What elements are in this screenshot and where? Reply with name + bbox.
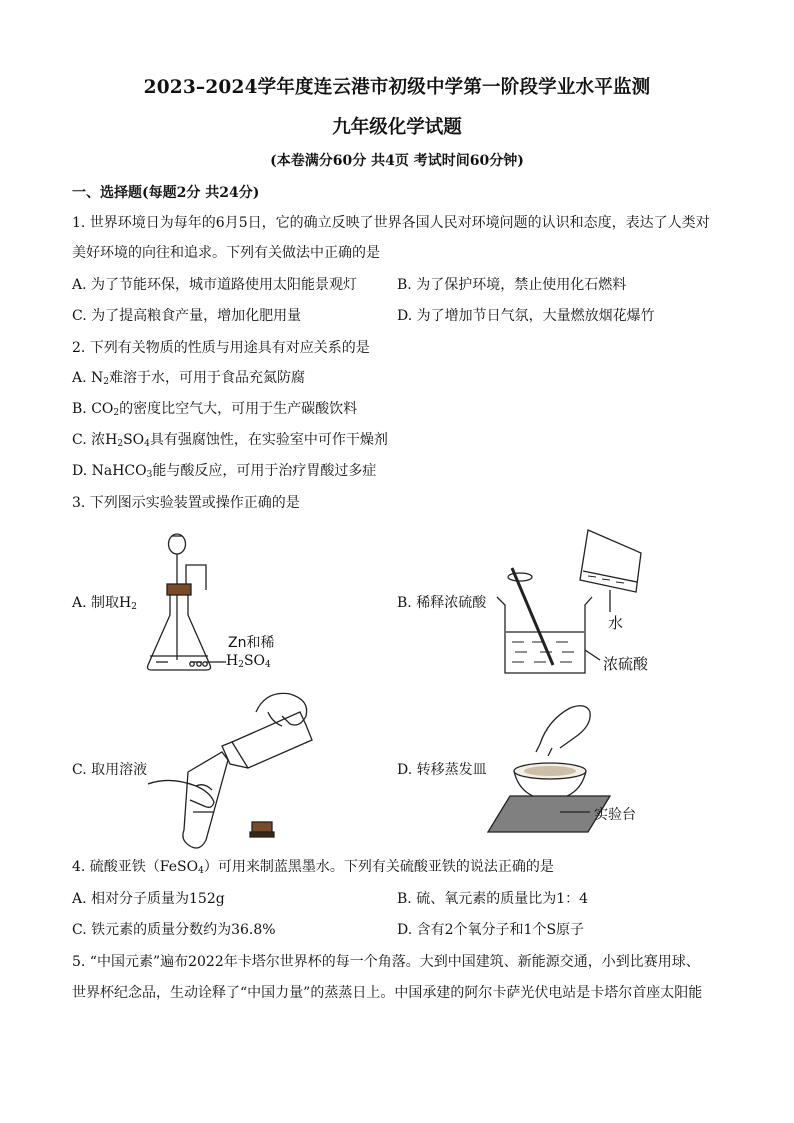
figure-a-label-zn: Zn和稀 [228, 635, 275, 651]
figure-b-label-acid: 浓硫酸 [603, 655, 649, 673]
q2-option-c: C. 浓$H_2SO_4$具有强腐蚀性，在实验室中可作干燥剂 [72, 432, 388, 449]
q1-option-c: C. 为了提高粮食产量，增加化肥用量 [72, 308, 302, 324]
q1-option-d: D. 为了增加节日气氛，大量燃放烟花爆竹 [397, 308, 655, 324]
q5-stem-line2: 世界杯纪念品，生动诠释了“中国力量”的蒸蒸日上。中国承建的阿尔卡萨光伏电站是卡塔尔首座太阳能 [72, 985, 703, 1001]
figure-d-label-table: 实验台 [594, 807, 636, 823]
q5-stem-line1: 5. “中国元素”遍布2022年卡塔尔世界杯的每一个角落。大到中国建筑、新能源交通，小到比赛用球、 [72, 954, 700, 970]
figure-a-label-h2so4: $H_2SO_4$ [226, 653, 271, 670]
q2-option-d: D. NaHCO$_3$能与酸反应，可用于治疗胃酸过多症 [72, 463, 377, 480]
q1-option-b: B. 为了保护环境，禁止使用化石燃料 [397, 277, 627, 293]
q3-option-b-label: B. 稀释浓硫酸 [397, 595, 487, 611]
q3-option-a-label: A. 制取$H_2$ [72, 595, 137, 612]
q1-stem-line2: 美好环境的向往和追求。下列有关做法中正确的是 [72, 245, 380, 261]
q4-option-c: C. 铁元素的质量分数约为36.8% [72, 922, 276, 938]
q4-stem: 4. 硫酸亚铁（FeSO$_4$）可用来制蓝黑墨水。下列有关硫酸亚铁的说法正确的是 [72, 859, 554, 876]
figure-b-label-water: 水 [608, 614, 624, 632]
q4-option-b: B. 硫、氧元素的质量比为1：4 [397, 891, 589, 907]
q3-option-c-label: C. 取用溶液 [72, 762, 148, 778]
exam-info: (本卷满分60分 共4页 考试时间60分钟) [270, 153, 524, 169]
q1-stem-line1: 1. 世界环境日为每年的6月5日，它的确立反映了世界各国人民对环境问题的认识和态度，表达了人类对 [72, 215, 710, 231]
q3-option-d-label: D. 转移蒸发皿 [397, 762, 487, 778]
q4-option-a: A. 相对分子质量为152g [72, 891, 225, 907]
q3-stem: 3. 下列图示实验装置或操作正确的是 [72, 495, 300, 511]
q2-option-a: A. $N_2$难溶于水，可用于食品充氮防腐 [72, 370, 305, 387]
exam-title: 2023–2024学年度连云港市初级中学第一阶段学业水平监测 [143, 77, 651, 98]
q4-option-d: D. 含有2个氧分子和1个S原子 [397, 922, 585, 938]
exam-subtitle: 九年级化学试题 [332, 117, 462, 138]
q1-option-a: A. 为了节能环保，城市道路使用太阳能景观灯 [72, 277, 358, 293]
q2-option-b: B. $CO_2$的密度比空气大，可用于生产碳酸饮料 [72, 401, 358, 418]
q2-stem: 2. 下列有关物质的性质与用途具有对应关系的是 [72, 340, 370, 356]
section-heading: 一、选择题(每题2分 共24分) [72, 185, 260, 201]
